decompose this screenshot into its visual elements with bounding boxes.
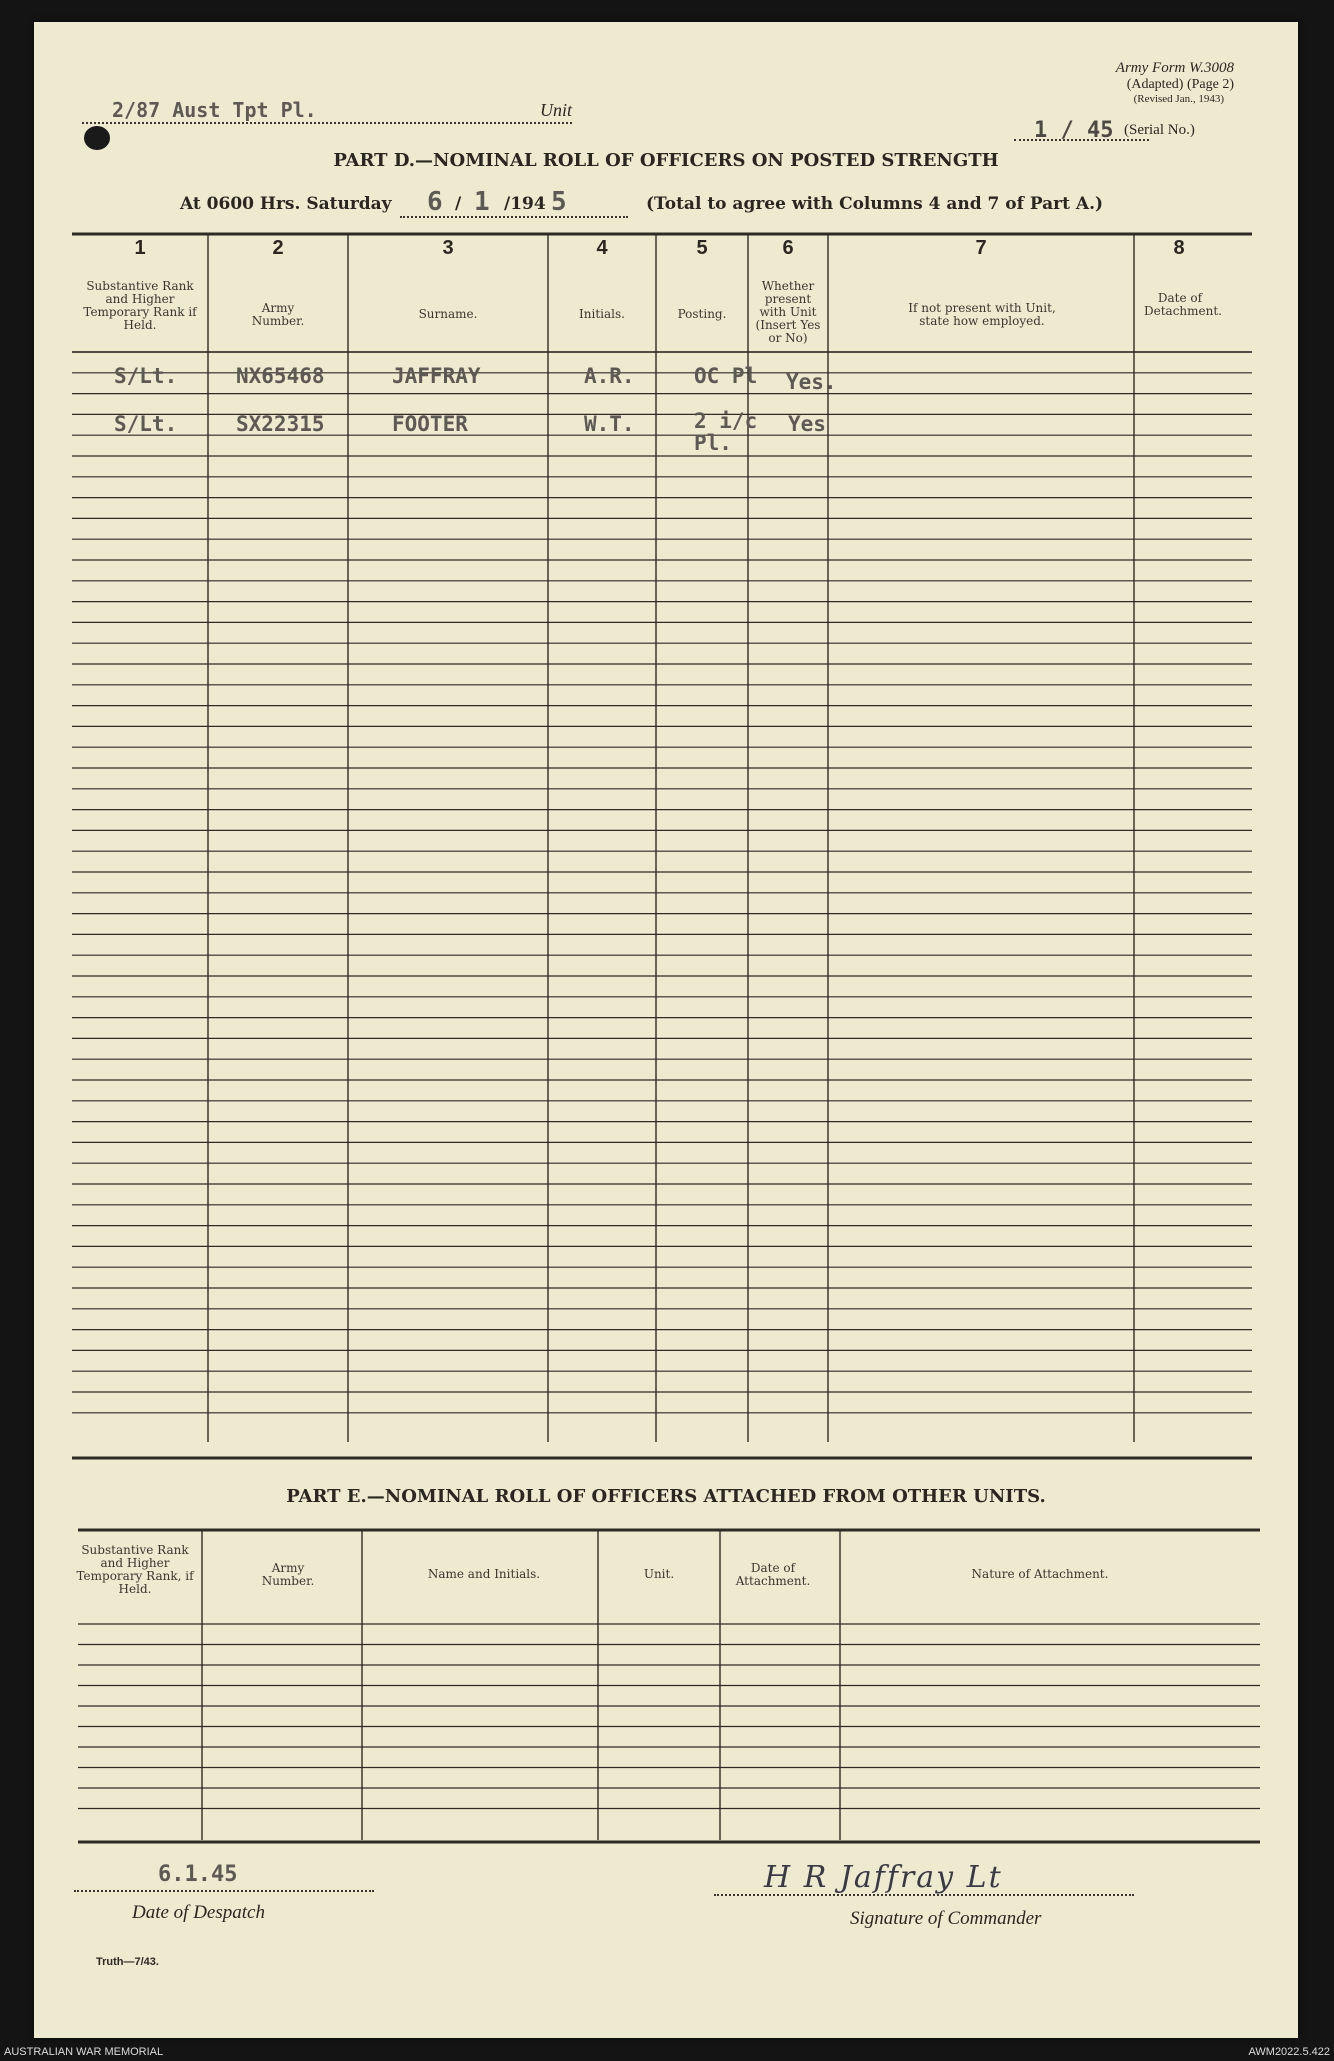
col-num-6: 6 — [782, 237, 794, 259]
row-1-initials: A.R. — [584, 364, 635, 388]
form-name: Army Form W.3008 — [1115, 60, 1234, 76]
col-num-5: 5 — [696, 237, 708, 259]
part-e-header-name: Name and Initials. — [427, 1567, 541, 1581]
archive-left: AUSTRALIAN WAR MEMORIAL — [4, 2046, 164, 2058]
signature-label: Signature of Commander — [850, 1908, 1042, 1929]
col-num-4: 4 — [596, 237, 608, 259]
col-header-posting: Posting. — [677, 307, 727, 321]
date-year-prefix: /194 — [504, 194, 546, 214]
col-header-employed: If not present with Unit, state how employed. — [908, 301, 1056, 328]
signature-dots — [714, 1894, 1134, 1896]
archive-right: AWM2022.5.422 — [1248, 2046, 1330, 2058]
row-2-rank: S/Lt. — [114, 412, 178, 436]
part-d-title: PART D.—NOMINAL ROLL OF OFFICERS ON POSTED STRENGTH — [333, 150, 999, 171]
unit-value: 2/87 Aust Tpt Pl. — [112, 98, 317, 122]
date-year-suffix: 5 — [551, 187, 567, 217]
row-1-army-number: NX65468 — [236, 364, 325, 388]
commander-signature: H R Jaffray Lt — [764, 1860, 1003, 1895]
despatch-dots — [74, 1890, 374, 1892]
col-header-surname: Surname. — [418, 307, 478, 321]
date-note: (Total to agree with Columns 4 and 7 of Part A.) — [646, 194, 1104, 214]
part-e-header-nature: Nature of Attachment. — [971, 1567, 1109, 1581]
serial-label: (Serial No.) — [1124, 122, 1195, 138]
col-num-7: 7 — [975, 237, 987, 259]
row-1-rank: S/Lt. — [114, 364, 178, 388]
row-1-present: Yes. — [786, 370, 837, 394]
despatch-label: Date of Despatch — [132, 1902, 265, 1923]
row-1-surname: JAFFRAY — [392, 364, 481, 388]
row-2-army-number: SX22315 — [236, 412, 325, 436]
col-header-initials: Initials. — [579, 307, 625, 321]
form-page-number: (Page 2) — [1186, 77, 1234, 92]
col-header-detachment: Date of Detachment. — [1144, 291, 1222, 318]
form-page — [34, 22, 1298, 2038]
col-num-1: 1 — [134, 237, 146, 259]
date-day: 6 — [427, 187, 443, 217]
form-adapted: (Adapted) — [1126, 77, 1184, 92]
date-prefix: At 0600 Hrs. Saturday — [180, 194, 392, 214]
date-month: 1 — [474, 187, 490, 217]
part-e-header-army-number: Army Number. — [261, 1561, 315, 1588]
part-e-title: PART E.—NOMINAL ROLL OF OFFICERS ATTACHED FROM OTHER UNITS. — [286, 1486, 1046, 1507]
row-2-initials: W.T. — [584, 412, 635, 436]
col-num-8: 8 — [1173, 237, 1185, 259]
col-header-rank: Substantive Rank and Higher Temporary Rank if Held. — [83, 279, 197, 332]
serial-number: 1 / 45 — [1034, 118, 1114, 143]
form-revised: (Revised Jan., 1943) — [1133, 93, 1224, 105]
date-sep-1: / — [455, 194, 462, 214]
col-header-present: Whether present with Unit (Insert Yes or No) — [755, 279, 821, 345]
printer-mark: Truth—7/43. — [96, 1956, 159, 1968]
part-e-header-unit: Unit. — [643, 1567, 675, 1581]
row-1-posting: OC Pl — [694, 364, 758, 388]
part-e-header-rank: Substantive Rank and Higher Temporary Rank, if Held. — [76, 1543, 194, 1596]
col-header-army-number: Army Number. — [251, 301, 305, 328]
part-e-header-attachment-date: Date of Attachment. — [735, 1561, 811, 1588]
unit-label: Unit — [540, 100, 573, 120]
col-num-2: 2 — [272, 237, 284, 259]
row-2-posting: 2 i/c Pl. — [694, 409, 758, 455]
despatch-value: 6.1.45 — [158, 1862, 238, 1887]
part-d-grid — [34, 22, 1298, 2038]
row-2-present: Yes — [788, 412, 826, 436]
row-2-surname: FOOTER — [392, 412, 468, 436]
col-num-3: 3 — [442, 237, 454, 259]
